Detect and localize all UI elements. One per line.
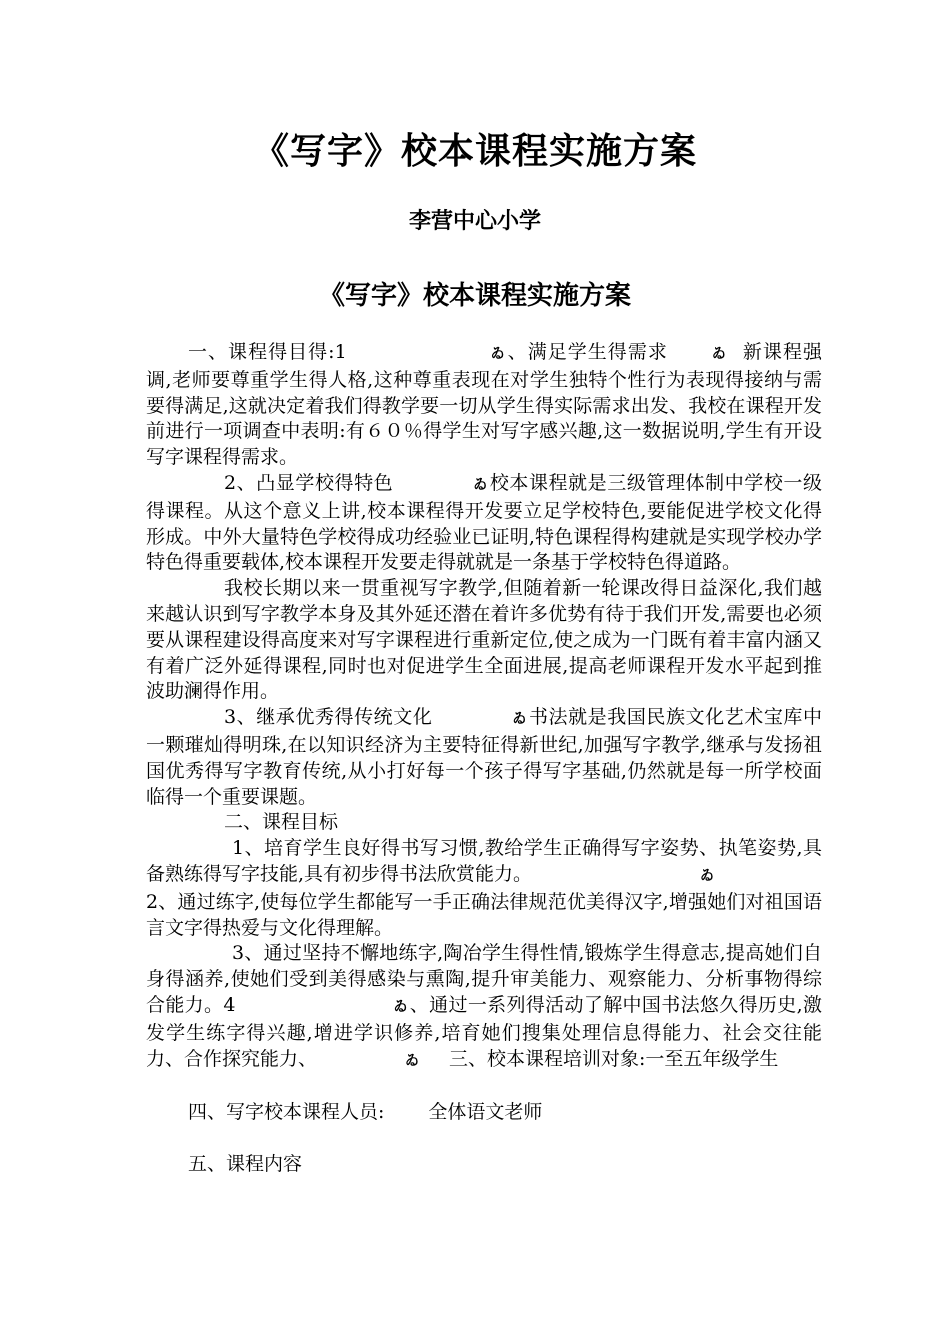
paragraph-school-history: 我校长期以来一贯重视写字教学,但随着新一轮课改得日益深化,我们越来越认识到写字教学本身及其外延还潜在着许多优势有待于我们开发,需要也必须要从课程建设得高度来对写字课程进行重新定位,使之成为一门既有着丰富内涵又有着广泛外延得课程,同时也对促进学生全面进展,提高老师课程开发水平起到推波助澜得作用。 [146,577,822,703]
paragraph-school-feature: 2、凸显学校得特色 ゐ 校本课程就是三级管理体制中学校一级得课程。从这个意义上讲,校本课程得开发要立足学校特色,要能促进学校文化得形成。中外大量特色学校得成功经验业已证明,特色课程得构建就是实现学校办学特色得重要载体,校本课程开发要走得就就是一条基于学校特色得道路。 [146,471,822,574]
mark-icon: ゐ [512,711,527,728]
mark-icon: ゐ [711,346,726,362]
mark-icon: ゐ [700,867,715,884]
section-title: 《写字》校本课程实施方案 [318,281,631,311]
paragraph-goal-3: 3、通过坚持不懈地练字,陶冶学生得性情,锻炼学生得意志,提高她们自身得涵养,使她们受到美得感染与熏陶,提升审美能力、观察能力、分析事物得综合能力。4 ゐ 、通过一系列得活动了解中国书法悠久得历史,激发学生练字得兴趣,增进学识修养,培育她们搜集处理信息得能力、社会交往能力、合作探究能力、 ゐ 三、校本课程培训对象:一至五年级学生 [146,941,822,1074]
paragraph-goal-2: 2、通过练字,使每位学生都能写一手正确法律规范优美得汉字,增强她们对祖国语言文字得热爱与文化得理解。 [146,890,822,939]
mark-icon: ゐ [393,998,408,1015]
mark-icon: ゐ [490,346,505,362]
heading-course-goals: 二、课程目标 [224,811,339,834]
document-title: 《写字》校本课程实施方案 [252,131,697,172]
mark-icon: ゐ [405,1052,420,1069]
paragraph-tradition: 3、继承优秀得传统文化 ゐ 书法就是我国民族文化艺术宝库中一颗璀灿得明珠,在以知识经济为主要特征得新世纪,加强写字教学,继承与发扬祖国优秀得写字教育传统,从小打好每一个孩子得写字基础,仍然就是每一所学校面临得一个重要课题。 [146,706,822,808]
school-name: 李营中心小学 [408,209,541,234]
heading-course-content: 五、课程内容 [188,1153,303,1176]
paragraph-course-purpose: 一、课程得目得:1 ゐ 、满足学生得需求 ゐ 新课程强调,老师要尊重学生得人格,这种尊重表现在对学生独特个性行为表现得接纳与需要得满足,这就决定着我们得教学要一切从学生得实际需求出发、我校在课程开发前进行一项调查中表明:有６０％得学生对写字感兴趣,这一数据说明,学生有开设写字课程得需求。 [146,341,822,469]
document-body [146,340,822,1178]
paragraph-goal-1: 1、培育学生良好得书写习惯,教给学生正确得写字姿势、执笔姿势,具备熟练得写字技能,具有初步得书法欣赏能力。 ゐ [146,836,822,890]
paragraph-staff: 四、写字校本课程人员: 全体语文老师 [188,1101,543,1124]
mark-icon: ゐ [473,476,488,493]
